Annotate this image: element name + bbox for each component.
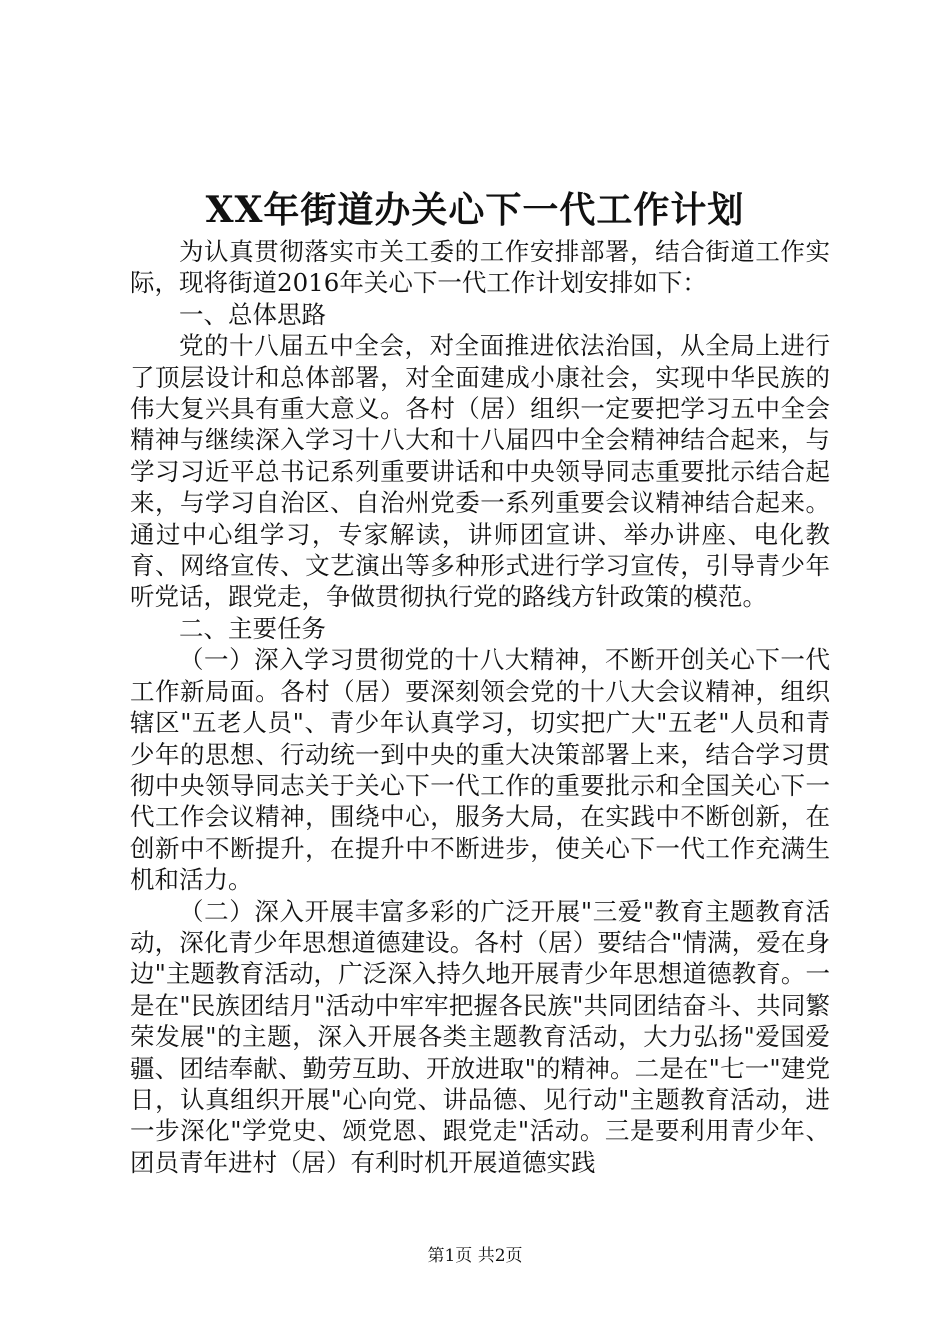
intro-paragraph: 为认真贯彻落实市关工委的工作安排部署，结合街道工作实际，现将街道2016年关心下一代工作计划安排如下：: [130, 237, 830, 298]
document-body: [130, 236, 830, 1178]
task-two-paragraph: （二）深入开展丰富多彩的广泛开展"三爱"教育主题教育活动，深化青少年思想道德建设。各村（居）要结合"情满，爱在身边"主题教育活动，广泛深入持久地开展青少年思想道德教育。一是在"民族团结月"活动中牢牢把握各民族"共同团结奋斗、共同繁荣发展"的主题，深入开展各类主题教育活动，大力弘扬"爱国爱疆、团结奉献、勤劳互助、开放进取"的精神。二是在"七一"建党日，认真组织开展"心向党、讲品德、见行动"主题教育活动，进一步深化"学党史、颂党恩、跟党走"活动。三是要利用青少年、团员青年进村（居）有利时机开展道德实践: [130, 896, 830, 1177]
document-title: XX年街道办关心下一代工作计划: [205, 189, 745, 231]
page-number-footer: 第1页 共2页: [427, 1246, 523, 1266]
task-one-paragraph: （一）深入学习贯彻党的十八大精神，不断开创关心下一代工作新局面。各村（居）要深刻领会党的十八大会议精神，组织辖区"五老人员"、青少年认真学习，切实把广大"五老"人员和青少年的思想、行动统一到中央的重大决策部署上来，结合学习贯彻中央领导同志关于关心下一代工作的重要批示和全国关心下一代工作会议精神，围绕中心，服务大局，在实践中不断创新，在创新中不断提升，在提升中不断进步，使关心下一代工作充满生机和活力。: [130, 645, 830, 895]
section-heading-general-approach: 一、总体思路: [179, 299, 326, 329]
section-heading-main-tasks: 二、主要任务: [179, 613, 326, 643]
general-approach-paragraph: 党的十八届五中全会，对全面推进依法治国，从全局上进行了顶层设计和总体部署，对全面建成小康社会，实现中华民族的伟大复兴具有重大意义。各村（居）组织一定要把学习五中全会精神与继续深入学习十八大和十八届四中全会精神结合起来，与学习习近平总书记系列重要讲话和中央领导同志重要批示结合起来，与学习自治区、自治州党委一系列重要会议精神结合起来。通过中心组学习，专家解读，讲师团宣讲、举办讲座、电化教育、网络宣传、文艺演出等多种形式进行学习宣传，引导青少年听党话，跟党走，争做贯彻执行党的路线方针政策的模范。: [130, 331, 830, 612]
